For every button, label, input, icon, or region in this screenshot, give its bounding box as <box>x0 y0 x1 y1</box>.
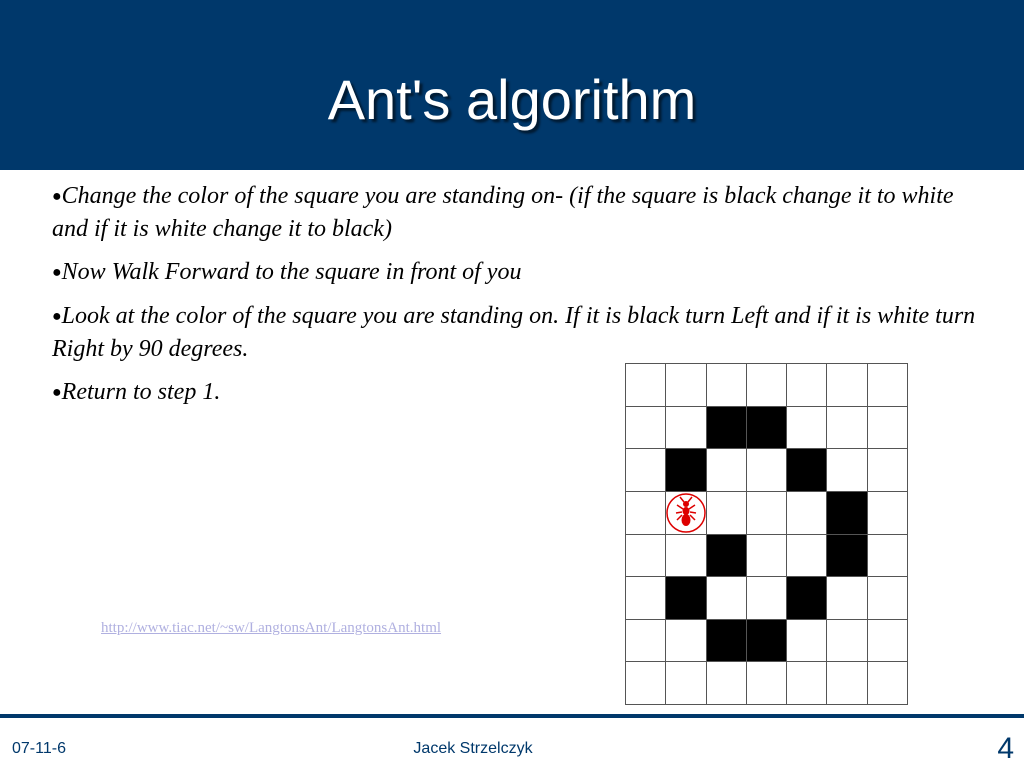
grid-cell-white <box>626 406 666 449</box>
grid-cell-white <box>867 534 907 577</box>
grid-cell-white <box>666 619 706 662</box>
bullet-item <box>52 300 992 365</box>
grid-cell-black <box>827 534 867 577</box>
grid-cell-black <box>827 491 867 534</box>
grid-cell-white <box>626 619 666 662</box>
grid-cell-white <box>787 619 827 662</box>
grid-cell-black <box>666 577 706 620</box>
grid-cell-white <box>867 662 907 705</box>
grid-cell-white <box>867 406 907 449</box>
grid-cell-black <box>706 406 746 449</box>
grid-cell-white <box>827 662 867 705</box>
grid-cell-black <box>746 619 786 662</box>
grid-cell-white <box>626 364 666 407</box>
grid-row <box>626 534 908 577</box>
grid-cell-black <box>787 449 827 492</box>
grid-cell-white <box>666 406 706 449</box>
grid-cell-white <box>827 619 867 662</box>
footer-divider <box>0 714 1024 718</box>
grid-cell-white <box>746 491 786 534</box>
grid-cell-white <box>867 619 907 662</box>
bullet-text: Return to step 1. <box>61 379 221 405</box>
grid-cell-white <box>787 534 827 577</box>
grid-row <box>626 491 908 534</box>
bullet-dot-icon: ● <box>52 188 62 205</box>
grid-cell-white <box>626 491 666 534</box>
grid-cell-white <box>746 449 786 492</box>
grid-row <box>626 577 908 620</box>
grid-cell-white <box>706 491 746 534</box>
grid-row <box>626 619 908 662</box>
bullet-item <box>52 256 992 289</box>
grid-cell-white <box>746 662 786 705</box>
bullet-item <box>52 180 992 245</box>
grid-cell-white <box>666 491 706 534</box>
footer-date: 07-11-6 <box>12 740 66 757</box>
grid-cell-white <box>787 491 827 534</box>
ant-grid <box>625 363 908 705</box>
grid-cell-white <box>787 364 827 407</box>
ant-icon <box>666 492 706 534</box>
footer-author: Jacek Strzelczyk <box>413 740 533 757</box>
grid-cell-white <box>867 491 907 534</box>
bullet-text: Look at the color of the square you are standing on. If it is black turn Left and if it is white turn Right by 90 degrees. <box>52 303 976 362</box>
bullet-dot-icon: ● <box>52 384 62 401</box>
bullet-dot-icon: ● <box>52 308 62 325</box>
grid-cell-white <box>666 662 706 705</box>
grid-cell-white <box>706 662 746 705</box>
grid-cell-white <box>827 449 867 492</box>
grid-cell-white <box>746 364 786 407</box>
grid-cell-black <box>666 449 706 492</box>
grid-row <box>626 364 908 407</box>
grid-cell-black <box>706 619 746 662</box>
bullet-text: Now Walk Forward to the square in front of you <box>61 259 522 285</box>
grid-cell-white <box>827 577 867 620</box>
grid-cell-white <box>626 577 666 620</box>
page-number: 4 <box>997 732 1014 765</box>
grid-cell-white <box>867 364 907 407</box>
grid-row <box>626 662 908 705</box>
grid-cell-white <box>867 577 907 620</box>
grid-cell-white <box>787 662 827 705</box>
grid-cell-white <box>867 449 907 492</box>
reference-link[interactable]: http://www.tiac.net/~sw/LangtonsAnt/LangtonsAnt.html <box>101 620 442 636</box>
grid-cell-black <box>746 406 786 449</box>
grid-cell-white <box>626 449 666 492</box>
grid-cell-white <box>626 662 666 705</box>
bullet-text: Change the color of the square you are standing on- (if the square is black change it to white and if it is white change it to black) <box>52 183 954 242</box>
grid-row <box>626 406 908 449</box>
title-bar <box>0 0 1024 170</box>
grid-cell-white <box>746 534 786 577</box>
grid-cell-white <box>746 577 786 620</box>
grid-cell-black <box>787 577 827 620</box>
grid-cell-white <box>706 364 746 407</box>
grid-cell-black <box>706 534 746 577</box>
grid-cell-white <box>706 577 746 620</box>
grid-cell-white <box>827 406 867 449</box>
slide-title: Ant's algorithm <box>327 68 697 131</box>
grid-cell-white <box>666 534 706 577</box>
grid-cell-white <box>706 449 746 492</box>
grid-row <box>626 449 908 492</box>
grid-cell-white <box>787 406 827 449</box>
grid-cell-white <box>666 364 706 407</box>
bullet-dot-icon: ● <box>52 264 62 281</box>
grid-cell-white <box>827 364 867 407</box>
grid-cell-white <box>626 534 666 577</box>
